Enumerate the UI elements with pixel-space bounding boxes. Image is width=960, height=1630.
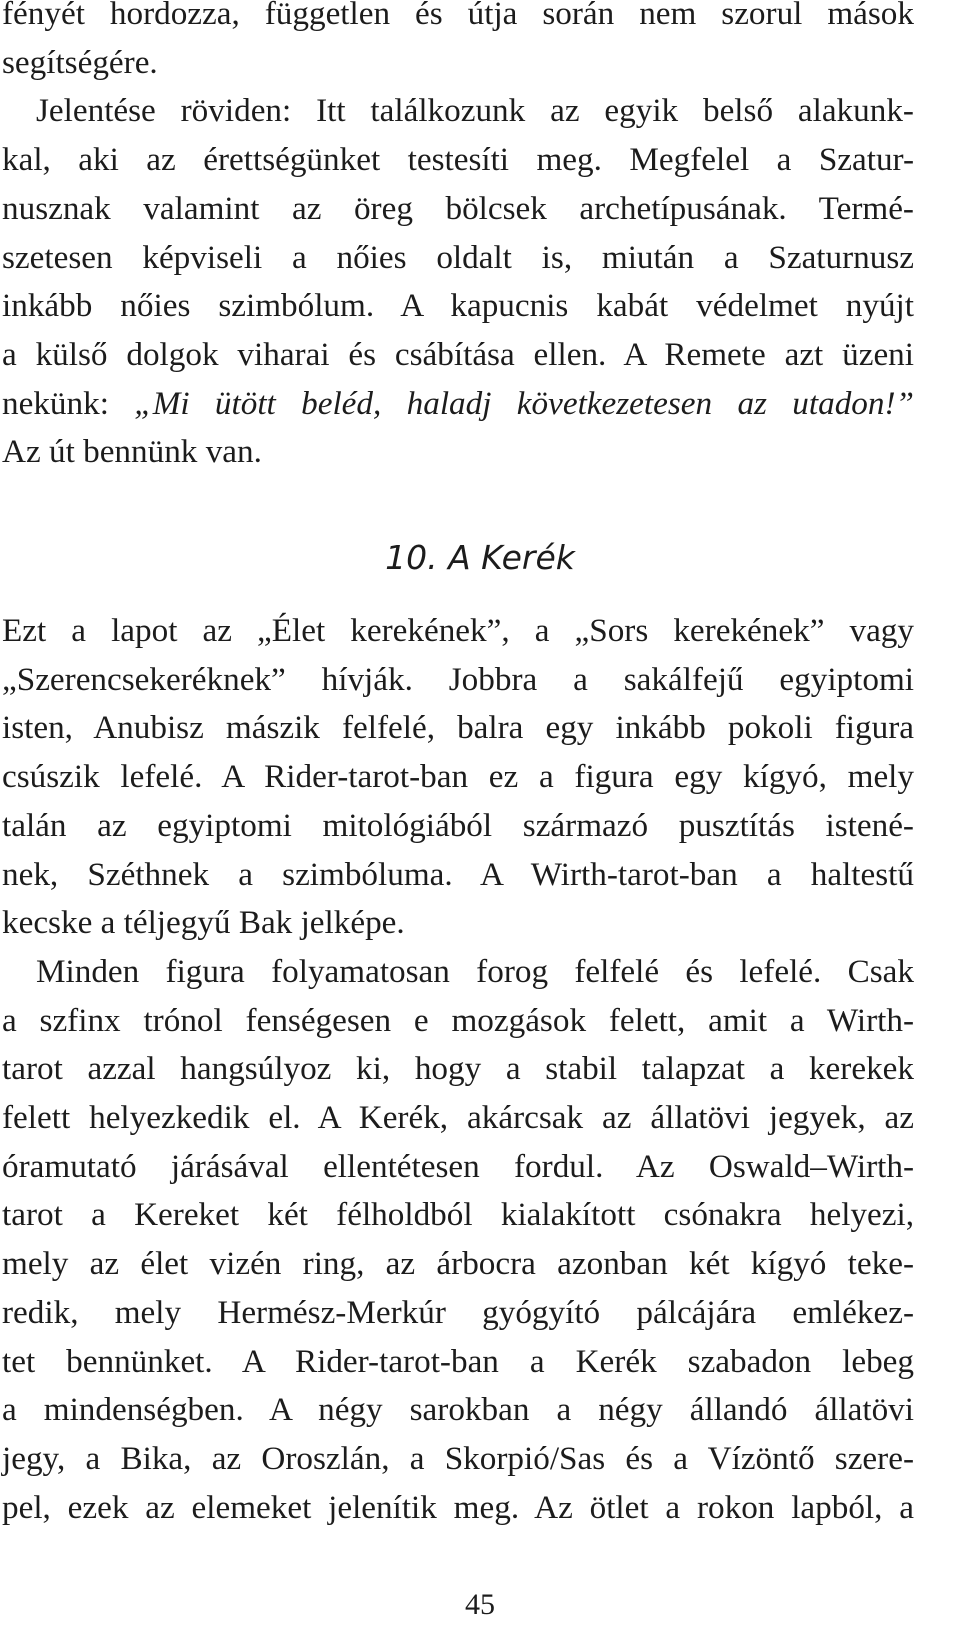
text-line: kal, aki az érettségünket testesíti meg. Megfelel a Szatur-	[2, 141, 914, 179]
text-line: mely az élet vizén ring, az árbocra azonban két kígyó teke-	[2, 1245, 914, 1283]
text-line: isten, Anubisz mászik felfelé, balra egy inkább pokoli figura	[2, 709, 914, 747]
text-line: fényét hordozza, független és útja során nem szorul mások	[2, 0, 914, 32]
top-text-block	[2, 0, 914, 477]
text-line: felett helyezkedik el. A Kerék, akárcsak az állatövi jegyek, az	[2, 1099, 914, 1137]
text-line: Minden figura folyamatosan forog felfelé és lefelé. Csak	[36, 952, 914, 990]
text-line: tet bennünket. A Rider-tarot-ban a Kerék szabadon lebeg	[2, 1342, 914, 1380]
text-line: nek, Széthnek a szimbóluma. A Wirth-tarot-ban a haltestű	[2, 855, 914, 893]
text-line: csúszik lefelé. A Rider-tarot-ban ez a figura egy kígyó, mely	[2, 758, 914, 796]
text-line: a mindenségben. A négy sarokban a négy állandó állatövi	[2, 1391, 914, 1429]
text-line: a szfinx trónol fenségesen e mozgások felett, amit a Wirth-	[2, 1001, 914, 1039]
text-line: Jelentése röviden: Itt találkozunk az egyik belső alakunk-	[36, 92, 914, 130]
text-line: segítségére.	[2, 43, 158, 81]
quote-line	[2, 380, 914, 429]
text-line: pel, ezek az elemeket jelenítik meg. Az ötlet a rokon lapból, a	[2, 1488, 914, 1526]
text-line: talán az egyiptomi mitológiából származó pusztítás istené-	[2, 806, 914, 844]
text-line: redik, mely Hermész-Merkúr gyógyító pálcájára emlékez-	[2, 1293, 914, 1331]
text-line: „Szerencsekeréknek” hívják. Jobbra a sakálfejű egyiptomi	[2, 660, 914, 698]
text-line: Ezt a lapot az „Élet kerekének”, a „Sors kerekének” vagy	[2, 612, 914, 649]
text-line: szetesen képviseli a nőies oldalt is, miután a Szaturnusz	[2, 238, 914, 276]
text-line: óramutató járásával ellentétesen fordul. Az Oswald–Wirth-	[2, 1147, 914, 1185]
bottom-text-block	[2, 607, 914, 1532]
section-heading: 10. A Kerék	[385, 538, 575, 577]
quote-text: „Mi ütött beléd, haladj következetesen az utadon!”	[134, 384, 914, 422]
text-line: jegy, a Bika, az Oroszlán, a Skorpió/Sas és a Vízöntő szere-	[2, 1439, 914, 1477]
text-line: Az út bennünk van.	[2, 433, 262, 471]
text-line: nusznak valamint az öreg bölcsek archetípusának. Termé-	[2, 189, 914, 227]
text-line: a külső dolgok viharai és csábítása ellen. A Remete azt üzeni	[2, 335, 914, 373]
text-line: kecske a téljegyű Bak jelképe.	[2, 904, 405, 942]
text-line: tarot a Kereket két félholdból kialakított csónakra helyezi,	[2, 1196, 914, 1234]
text-line: inkább nőies szimbólum. A kapucnis kabát védelmet nyújt	[2, 287, 914, 325]
quote-prefix: nekünk:	[2, 384, 135, 422]
text-line: tarot azzal hangsúlyoz ki, hogy a stabil talapzat a kerekek	[2, 1050, 914, 1088]
page-number: 45	[465, 1588, 495, 1621]
